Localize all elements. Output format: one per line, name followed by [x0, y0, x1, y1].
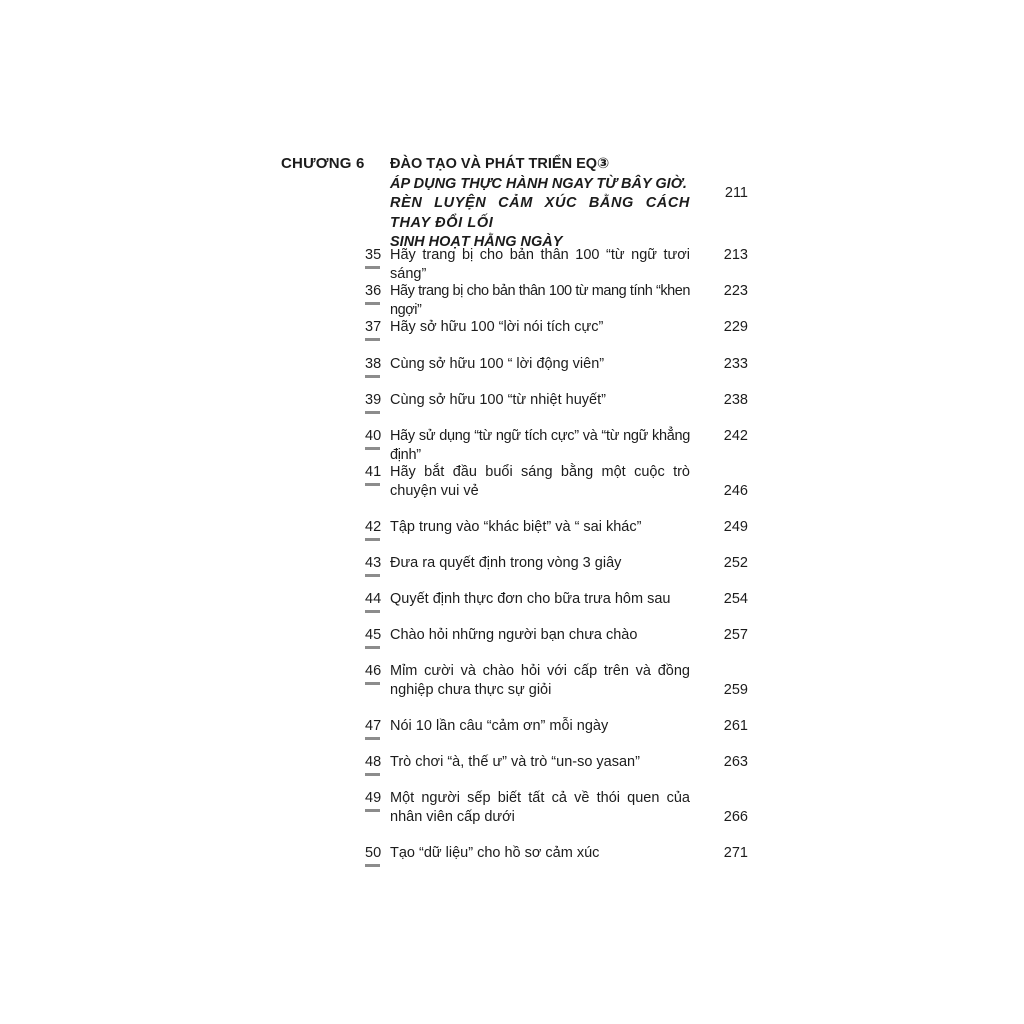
entry-page-number: 242 — [723, 428, 748, 444]
entry-number: 36 — [365, 282, 383, 300]
entry-title: Hãy sử dụng “từ ngữ tích cực” và “từ ngữ khẳng định” — [390, 428, 690, 463]
number-underline — [365, 411, 380, 414]
entry-title: Đưa ra quyết định trong vòng 3 giây — [390, 555, 622, 571]
entry-title: Hãy trang bị cho bản thân 100 từ mang tính “khen ngợi” — [390, 283, 690, 318]
chapter-subtitle-line: SINH HOẠT HẰNG NGÀY — [390, 234, 563, 250]
number-underline — [365, 737, 380, 740]
number-underline — [365, 447, 380, 450]
entry-title: Một người sếp biết tất cả về thói quen của nhân viên cấp dưới — [390, 790, 690, 825]
number-underline — [365, 574, 380, 577]
entry-title: Hãy trang bị cho bản thân 100 “từ ngữ tươi sáng” — [390, 247, 690, 282]
number-underline — [365, 646, 380, 649]
number-underline — [365, 682, 380, 685]
number-underline — [365, 773, 380, 776]
number-underline — [365, 266, 380, 269]
entry-number: 49 — [365, 789, 383, 807]
chapter-title: ĐÀO TẠO VÀ PHÁT TRIỂN EQ③ — [390, 156, 610, 172]
entry-page-number: 263 — [723, 754, 748, 770]
number-underline — [365, 338, 380, 341]
entry-number: 47 — [365, 717, 383, 735]
entry-page-number: 252 — [723, 555, 748, 571]
entry-number: 35 — [365, 246, 383, 264]
entry-title: Cùng sở hữu 100 “từ nhiệt huyết” — [390, 392, 606, 408]
entry-page-number: 259 — [723, 682, 748, 698]
entry-page-number: 213 — [723, 247, 748, 263]
entry-number: 41 — [365, 463, 383, 481]
entry-title: Trò chơi “à, thế ư” và trò “un-so yasan” — [390, 754, 640, 770]
entry-title: Mỉm cười và chào hỏi với cấp trên và đồng nghiệp chưa thực sự giỏi — [390, 663, 690, 698]
entry-page-number: 233 — [723, 356, 748, 372]
entry-page-number: 246 — [723, 483, 748, 499]
entry-title: Nói 10 lần câu “cảm ơn” mỗi ngày — [390, 718, 609, 734]
number-underline — [365, 302, 380, 305]
chapter-label: CHƯƠNG 6 — [281, 155, 365, 172]
entry-title: Quyết định thực đơn cho bữa trưa hôm sau — [390, 591, 671, 607]
chapter-page-number: 211 — [724, 185, 748, 201]
chapter-subtitle-line: ÁP DỤNG THỰC HÀNH NGAY TỪ BÂY GIỜ. — [390, 175, 687, 192]
number-underline — [365, 610, 380, 613]
number-underline — [365, 809, 380, 812]
entry-page-number: 257 — [723, 627, 748, 643]
entry-page-number: 238 — [723, 392, 748, 408]
entry-page-number: 261 — [723, 718, 748, 734]
number-underline — [365, 375, 380, 378]
entry-number: 40 — [365, 427, 383, 445]
entry-title: Chào hỏi những người bạn chưa chào — [390, 627, 638, 643]
entry-number: 44 — [365, 590, 383, 608]
entry-number: 38 — [365, 355, 383, 373]
entry-page-number: 229 — [723, 319, 748, 335]
entry-page-number: 249 — [723, 519, 748, 535]
entry-title: Hãy bắt đầu buổi sáng bằng một cuộc trò chuyện vui vẻ — [390, 464, 690, 499]
entry-number: 37 — [365, 318, 383, 336]
entry-page-number: 266 — [723, 809, 748, 825]
entry-title: Hãy sở hữu 100 “lời nói tích cực” — [390, 319, 604, 335]
number-underline — [365, 538, 380, 541]
entry-page-number: 254 — [723, 591, 748, 607]
entry-number: 43 — [365, 554, 383, 572]
number-underline — [365, 864, 380, 867]
entry-title: Tập trung vào “khác biệt” và “ sai khác” — [390, 519, 642, 535]
entry-number: 39 — [365, 391, 383, 409]
entry-title: Cùng sở hữu 100 “ lời động viên” — [390, 356, 605, 372]
number-underline — [365, 483, 380, 486]
entry-title: Tạo “dữ liệu” cho hồ sơ cảm xúc — [390, 845, 600, 861]
entry-page-number: 223 — [723, 283, 748, 299]
entry-number: 45 — [365, 626, 383, 644]
entry-number: 50 — [365, 844, 383, 862]
entry-number: 46 — [365, 662, 383, 680]
chapter-heading — [390, 155, 690, 253]
chapter-subtitle-line: RÈN LUYỆN CẢM XÚC BẰNG CÁCH THAY ĐỔI LỐI — [390, 195, 690, 231]
entry-number: 48 — [365, 753, 383, 771]
entry-page-number: 271 — [723, 845, 748, 861]
entry-number: 42 — [365, 518, 383, 536]
